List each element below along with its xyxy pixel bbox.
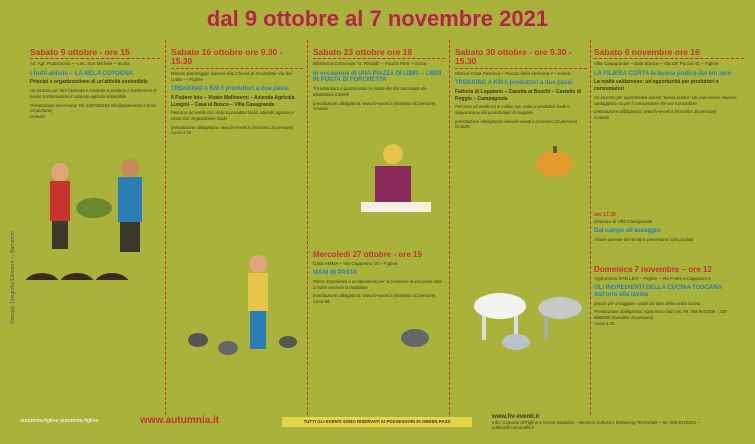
event-date: Sabato 6 novembre ore 16 [594,48,744,59]
event-text: Alcune aziende del territorio presentano i loro prodotti [594,236,694,242]
event-date: Sabato 30 ottobre - ore 9.30 - 15.30 [455,48,587,69]
green-pass-notice: TUTTI GLI EVENTI SONO RISERVATI AI POSSESSORI DI GREEN PASS [282,417,472,427]
woman-chickens-illustration [178,250,298,360]
column-divider [165,40,166,415]
event-date: Sabato 23 ottobre ore 18 [313,48,445,59]
event-place: Ritrovo Casa Petrarca – Piazza della Memoria 7 – Incisa [455,70,571,76]
event-text: pranzo per assaggiare i piatti più tipici della nostra cucina [594,300,701,306]
event-booking: prenotazione obbligatoria: www.fiv-eventi.it (massimo 25 persone) [171,124,294,130]
event-booking: prenotazione obbligatoria: www.fiv-eventi.it (massimo 20 persone) [455,118,578,124]
farmers-illustration [22,150,162,280]
event-column-1 [30,48,160,120]
event-booking: prenotazione obbligatoria: www.fiv-eventi.it (massimo 30 persone) [313,100,436,106]
event-text: Un incontro per fare l'azienda e mostrare e produrre e trasformare le nostre trasformazioni in azienda agricola sostenibile [30,88,157,99]
event-booking: Prenotazione necessaria: Tel. 3487080192 Info@poderaccio.it (max 20 persone) [30,102,157,114]
event-price: Costo 8€ [313,298,330,304]
woman-reading-illustration [345,140,440,240]
side-note: Stampa: Tipografia Eleonora — Barberino [10,231,16,324]
event-subtitle: Il Podere Inio – Vivaio Malinverni – Azienda Agricola Lungini – Casa al Bosco – Villa Casagrande [171,94,295,108]
event-price: Costo € 25 [594,320,615,326]
page-title: dal 9 ottobre al 7 novembre 2021 [206,6,549,31]
event-subtitle: Fattoria di Loppiano – Casetta ai Boschi – Castello di Poggio – Campagnola [455,88,582,102]
event-title: MANI IN PASTA [313,269,358,276]
column-divider [590,40,591,415]
column-divider [449,40,450,415]
event-title: I frutti antichi – LA MELA COTOGNA [30,70,134,77]
event-place: Chiostro di Villa Casagrande [594,218,653,224]
event-place: Ritrovo parcheggio davanti alla Chiesa di Scampata Via del Crato — Figline [171,70,292,82]
event-title: In occasione di UNA PIAZZA DI LIBRI – LIBRI IN PUNTA DI FORCHETTA [313,70,442,84]
chicken-illustration [395,322,435,352]
event-booking: prenotazione obbligatoria: www.fiv-eventi.it (massimo 10 persone) [313,293,436,299]
event-time: ore 17.30 [594,212,616,218]
event-booking: Prenotazione obbligatoria: Agriturismo San Leo Tel. 055 9152306 – 339 8089005 (massimo 30 persone) [594,309,727,321]
column-divider [307,40,308,415]
event-title: GLI INGREDIENTI DELLA CUCINA TOSCANA dall'orto alla tavola [594,284,722,298]
event-date: Sabato 9 ottobre - ore 15 [30,48,160,59]
event-text: Primo: Esperienza a un laboratorio per la creazione di una pasta fatta a mano secondo la tradizione [313,278,442,290]
footer-info [492,414,742,430]
event-date: Domenica 7 novembre – ore 12 [594,265,712,274]
event-price: Gratuito [594,114,609,120]
event-subtitle: La realtà valdarnese: un'opportunità per produttori e consumatori [594,79,719,93]
event-text: Percorso ad anello tra le colline con visita ai produttori locali e degustazione dei prodotti tipici di stagione [455,104,570,115]
event-column-5-mid [594,212,744,246]
event-column-3 [313,48,445,112]
footer-website[interactable]: www.fiv-eventi.it [492,414,540,420]
event-title: Dal campo all'assaggio [594,227,661,234]
social-links[interactable]: autumnia.figline autumnia.figline [20,418,99,424]
pumpkin-illustration [530,140,580,180]
event-subtitle: Principi e organizzazione di un'attività sostenibile [30,79,148,86]
event-price: Costo € 15 [171,130,192,136]
event-title: TREKKING A KM 0 produttori a due passi [455,79,573,86]
event-price: Gratuito [455,124,470,130]
goats-illustration [460,270,585,365]
event-place: Casa AMMA – Via Capperino 10 – Figline [313,260,398,266]
event-place: Az. Agr. Poderaccio — Loc. San Michele – Incisa [30,61,130,67]
event-column-2 [171,48,303,136]
event-date: Sabato 16 ottobre ore 9.30 - 15.30 [171,48,303,69]
event-text: Tra letteratura e gastronomia: le ricette dei libri raccontate da Maddalena Caldelli [313,86,426,97]
footer-contact: Info: Comune di Figline e Incisa Valdarno – Servizio Cultura e Marketing Territoriale – tel. 055 9125261 – cultura@comunefiv.it [492,420,700,430]
event-column-3-lower [313,250,445,305]
event-price: Gratuito [30,113,45,119]
event-price: Gratuito [313,106,328,112]
event-place: Villa Casagrande – Sala Bianca – Via Del Puccio 41 – Figline [594,61,719,67]
event-date: Mercoledì 27 ottobre - ore 19 [313,250,422,259]
event-column-5 [594,48,744,121]
event-title: TREKKING A KM 0 produttori a due passi [171,86,289,93]
event-column-5-lower [594,265,744,326]
website-link[interactable]: www.autumnia.it [140,415,220,426]
event-text: Un incontro per approfondire questa "buona pratica" che può essere davvero vantaggiosa sia per il consumatore che per il produttore [594,94,737,106]
event-place: Agriturismo SAN LEO – Figline – Via Ponte a Cappiano 5 [594,275,711,281]
event-column-4 [455,48,587,130]
event-place: Biblioteca Comunale "G. Rinaldi" – Piazza Pieri – Incisa [313,61,427,67]
event-booking: prenotazione obbligatoria: www.fiv-eventi.it (massimo 30 persone) [594,109,717,115]
event-title: LA FILIERA CORTA la buona pratica del km zero [594,70,732,77]
event-text: Percorso ad anello con visita a produttori locali, aziende agricole e vivaio con degustazione finale [171,110,294,122]
